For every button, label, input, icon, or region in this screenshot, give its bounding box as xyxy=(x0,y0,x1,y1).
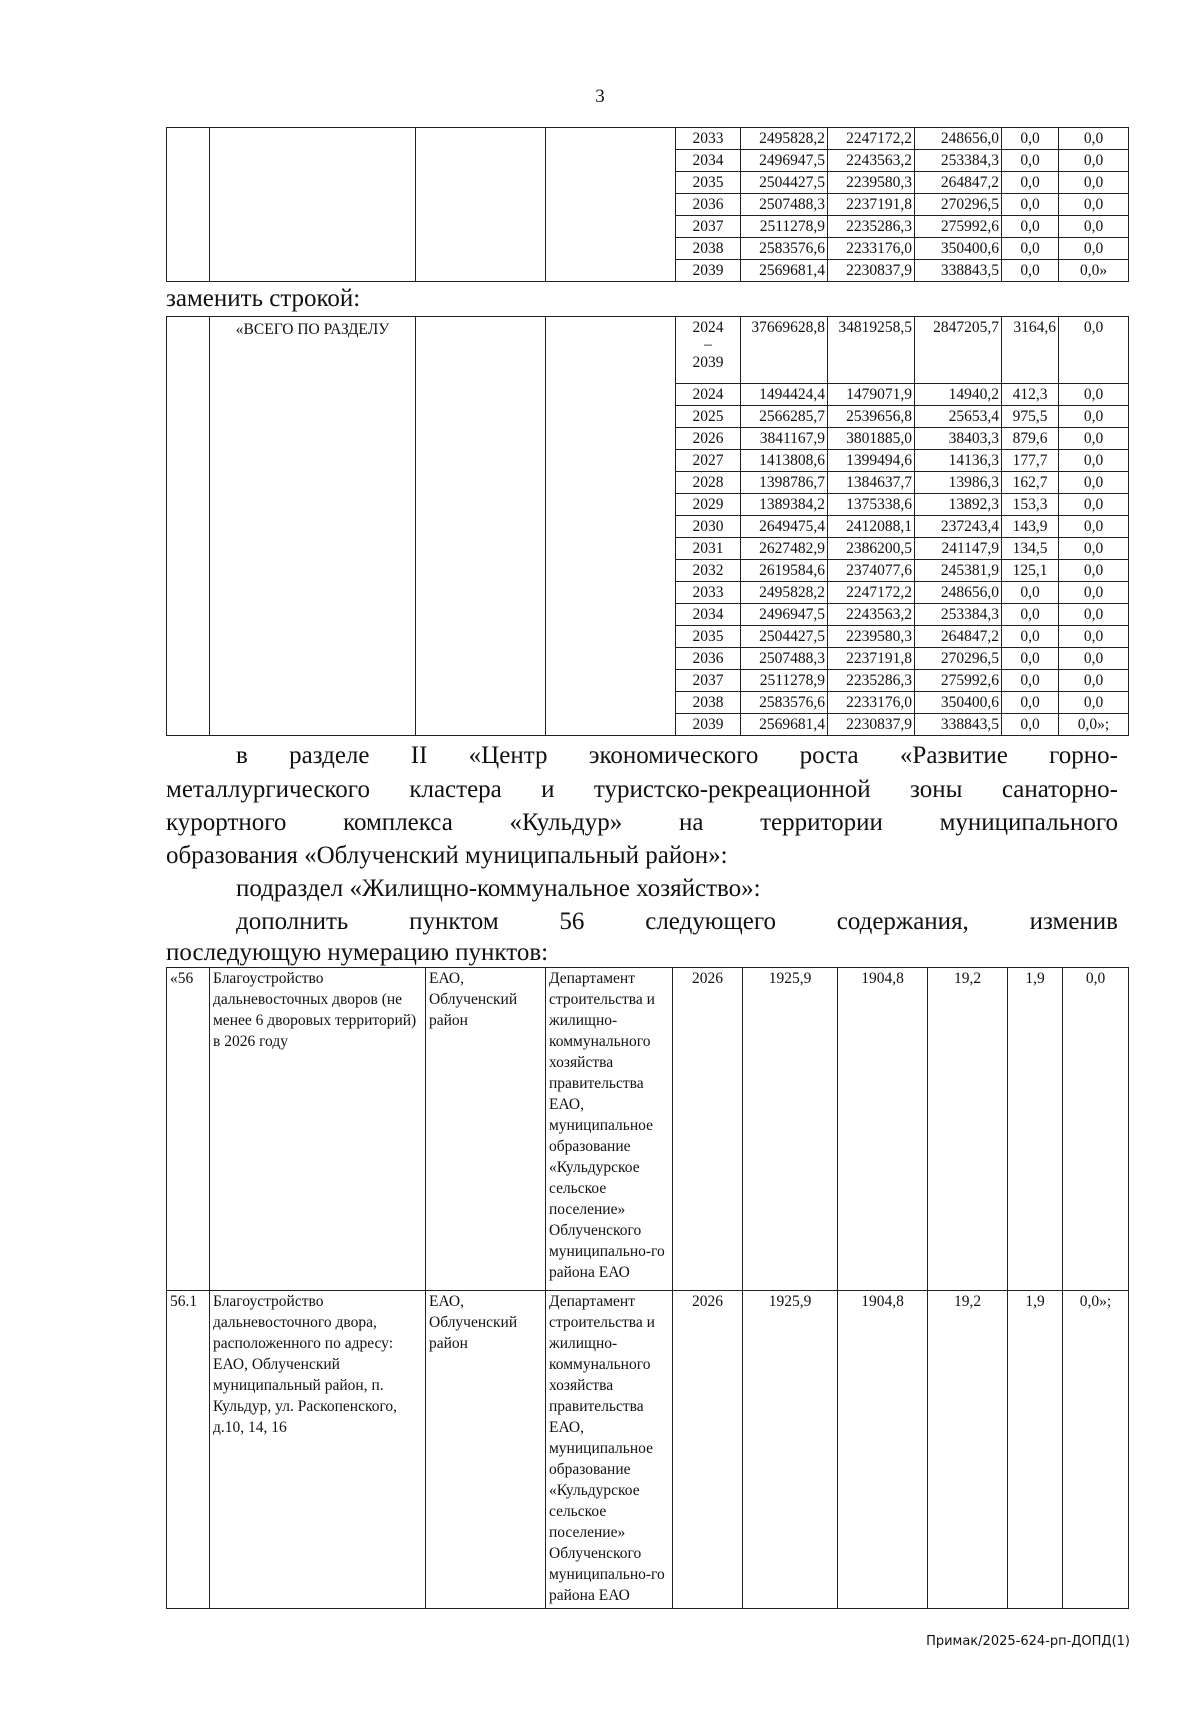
value-cell: 0,0 xyxy=(1002,692,1059,714)
value-cell: 2247172,2 xyxy=(828,582,915,604)
value-cell: 270296,5 xyxy=(915,194,1002,216)
value-cell: 2507488,3 xyxy=(741,648,828,670)
value-cell: 2619584,6 xyxy=(741,560,828,582)
year-cell: 2037 xyxy=(676,670,741,692)
value-cell: 253384,3 xyxy=(915,604,1002,626)
text-line-6: последующую нумерацию пунктов: xyxy=(166,939,549,966)
year-cell: 2029 xyxy=(676,494,741,516)
value-cell: 0,0 xyxy=(1059,450,1129,472)
value-cell: 1389384,2 xyxy=(741,494,828,516)
value-cell: 162,7 xyxy=(1002,472,1059,494)
point-federal: 1904,8 xyxy=(838,1291,928,1609)
point-regional: 19,2 xyxy=(928,968,1008,1291)
value-cell: 3801885,0 xyxy=(828,428,915,450)
value-cell: 25653,4 xyxy=(915,406,1002,428)
year-cell: 2031 xyxy=(676,538,741,560)
total-year-dash: – xyxy=(704,336,712,353)
value-cell: 0,0 xyxy=(1059,604,1129,626)
value-cell: 2235286,3 xyxy=(828,216,915,238)
value-cell: 0,0 xyxy=(1059,472,1129,494)
value-cell: 177,7 xyxy=(1002,450,1059,472)
year-cell: 2034 xyxy=(676,150,741,172)
year-cell: 2027 xyxy=(676,450,741,472)
value-cell: 248656,0 xyxy=(915,128,1002,150)
value-cell: 2504427,5 xyxy=(741,626,828,648)
value-cell: 2511278,9 xyxy=(741,670,828,692)
document-footer: Примак/2025-624-рп-ДОПД(1) xyxy=(926,1634,1130,1649)
value-cell: 0,0 xyxy=(1002,626,1059,648)
empty-cell xyxy=(546,317,676,736)
value-cell: 0,0 xyxy=(1002,714,1059,736)
value-cell: 879,6 xyxy=(1002,428,1059,450)
value-cell: 2412088,1 xyxy=(828,516,915,538)
value-cell: 2583576,6 xyxy=(741,692,828,714)
value-cell: 2583576,6 xyxy=(741,238,828,260)
text-line-3: курортного комплекса «Кульдур» на территории муниципального xyxy=(166,809,1118,836)
point-number: 56.1 xyxy=(167,1291,210,1609)
value-cell: 143,9 xyxy=(1002,516,1059,538)
value-cell: 2496947,5 xyxy=(741,604,828,626)
table-point-56 xyxy=(166,967,1129,1609)
value-cell: 0,0 xyxy=(1059,648,1129,670)
value-cell: 38403,3 xyxy=(915,428,1002,450)
value-cell: 241147,9 xyxy=(915,538,1002,560)
table-row xyxy=(167,128,1129,150)
total-value: 34819258,5 xyxy=(828,317,915,384)
point-row xyxy=(167,968,1129,1291)
value-cell: 0,0»; xyxy=(1059,714,1129,736)
empty-cell xyxy=(546,128,676,282)
value-cell: 0,0 xyxy=(1059,516,1129,538)
subsection-title: подраздел «Жилищно-коммунальное хозяйство»: xyxy=(236,875,761,902)
value-cell: 0,0 xyxy=(1059,582,1129,604)
value-cell: 275992,6 xyxy=(915,670,1002,692)
value-cell: 0,0 xyxy=(1059,560,1129,582)
point-regional: 19,2 xyxy=(928,1291,1008,1609)
value-cell: 0,0 xyxy=(1002,670,1059,692)
year-cell: 2036 xyxy=(676,194,741,216)
point-place: ЕАО, Облученский район xyxy=(426,1291,546,1609)
value-cell: 2569681,4 xyxy=(741,714,828,736)
value-cell: 13892,3 xyxy=(915,494,1002,516)
point-other: 0,0 xyxy=(1063,968,1129,1291)
point-number: «56 xyxy=(167,968,210,1291)
value-cell: 0,0 xyxy=(1059,150,1129,172)
value-cell: 0,0 xyxy=(1059,670,1129,692)
value-cell: 0,0 xyxy=(1002,128,1059,150)
year-cell: 2033 xyxy=(676,582,741,604)
year-cell: 2034 xyxy=(676,604,741,626)
point-total: 1925,9 xyxy=(743,968,838,1291)
value-cell: 0,0 xyxy=(1002,582,1059,604)
section-total-label: «ВСЕГО ПО РАЗДЕЛУ xyxy=(210,317,416,736)
value-cell: 0,0 xyxy=(1059,692,1129,714)
value-cell: 0,0 xyxy=(1002,150,1059,172)
value-cell: 2239580,3 xyxy=(828,172,915,194)
total-value: 0,0 xyxy=(1059,317,1129,384)
value-cell: 2233176,0 xyxy=(828,238,915,260)
year-cell: 2026 xyxy=(676,428,741,450)
value-cell: 2233176,0 xyxy=(828,692,915,714)
year-cell: 2032 xyxy=(676,560,741,582)
value-cell: 2230837,9 xyxy=(828,260,915,282)
value-cell: 2386200,5 xyxy=(828,538,915,560)
year-cell: 2033 xyxy=(676,128,741,150)
value-cell: 275992,6 xyxy=(915,216,1002,238)
empty-cell xyxy=(416,128,546,282)
year-cell: 2025 xyxy=(676,406,741,428)
value-cell: 1384637,7 xyxy=(828,472,915,494)
value-cell: 153,3 xyxy=(1002,494,1059,516)
point-executor: Департамент строительства и жилищно-коммунального хозяйства правительства ЕАО, муниципальное образование «Кульдурское сельское поселение» Облученского муниципально-го района ЕАО xyxy=(546,1291,673,1609)
point-other: 0,0»; xyxy=(1063,1291,1129,1609)
value-cell: 0,0 xyxy=(1002,238,1059,260)
empty-cell xyxy=(167,128,210,282)
year-cell: 2030 xyxy=(676,516,741,538)
year-cell: 2035 xyxy=(676,172,741,194)
empty-cell xyxy=(416,317,546,736)
value-cell: 0,0 xyxy=(1002,172,1059,194)
value-cell: 0,0» xyxy=(1059,260,1129,282)
table-top-continuation xyxy=(166,127,1129,282)
value-cell: 264847,2 xyxy=(915,626,1002,648)
value-cell: 1375338,6 xyxy=(828,494,915,516)
value-cell: 264847,2 xyxy=(915,172,1002,194)
value-cell: 0,0 xyxy=(1059,494,1129,516)
value-cell: 0,0 xyxy=(1059,428,1129,450)
year-cell: 2039 xyxy=(676,714,741,736)
point-row xyxy=(167,1291,1129,1609)
value-cell: 248656,0 xyxy=(915,582,1002,604)
value-cell: 412,3 xyxy=(1002,384,1059,406)
value-cell: 2507488,3 xyxy=(741,194,828,216)
text-line-2: металлургического кластера и туристско-рекреационной зоны санаторно- xyxy=(166,776,1118,803)
value-cell: 0,0 xyxy=(1059,384,1129,406)
value-cell: 2504427,5 xyxy=(741,172,828,194)
point-name: Благоустройство дальневосточного двора, расположенного по адресу: ЕАО, Облученский муниципальный район, п. Кульдур, ул. Раскопенского, д.10, 14, 16 xyxy=(210,1291,426,1609)
value-cell: 2243563,2 xyxy=(828,604,915,626)
total-value: 3164,6 xyxy=(1002,317,1059,384)
value-cell: 14940,2 xyxy=(915,384,1002,406)
year-cell: 2038 xyxy=(676,692,741,714)
value-cell: 1479071,9 xyxy=(828,384,915,406)
point-local: 1,9 xyxy=(1008,968,1063,1291)
total-value: 37669628,8 xyxy=(741,317,828,384)
value-cell: 975,5 xyxy=(1002,406,1059,428)
value-cell: 2566285,7 xyxy=(741,406,828,428)
value-cell: 125,1 xyxy=(1002,560,1059,582)
total-row xyxy=(167,317,1129,384)
year-cell: 2038 xyxy=(676,238,741,260)
value-cell: 2511278,9 xyxy=(741,216,828,238)
value-cell: 2495828,2 xyxy=(741,582,828,604)
value-cell: 1399494,6 xyxy=(828,450,915,472)
table-section-total xyxy=(166,316,1129,736)
value-cell: 0,0 xyxy=(1002,216,1059,238)
value-cell: 2569681,4 xyxy=(741,260,828,282)
text-line-4: образования «Облученский муниципальный район»: xyxy=(166,842,728,869)
point-name: Благоустройство дальневосточных дворов (не менее 6 дворовых территорий) в 2026 году xyxy=(210,968,426,1291)
value-cell: 0,0 xyxy=(1059,538,1129,560)
value-cell: 350400,6 xyxy=(915,238,1002,260)
value-cell: 2230837,9 xyxy=(828,714,915,736)
value-cell: 13986,3 xyxy=(915,472,1002,494)
value-cell: 1413808,6 xyxy=(741,450,828,472)
value-cell: 2237191,8 xyxy=(828,648,915,670)
value-cell: 1398786,7 xyxy=(741,472,828,494)
value-cell: 237243,4 xyxy=(915,516,1002,538)
empty-cell xyxy=(210,128,416,282)
value-cell: 2539656,8 xyxy=(828,406,915,428)
point-federal: 1904,8 xyxy=(838,968,928,1291)
value-cell: 2239580,3 xyxy=(828,626,915,648)
value-cell: 2649475,4 xyxy=(741,516,828,538)
point-year: 2026 xyxy=(673,1291,743,1609)
value-cell: 134,5 xyxy=(1002,538,1059,560)
replace-heading: заменить строкой: xyxy=(166,285,361,312)
year-cell: 2039 xyxy=(676,260,741,282)
value-cell: 14136,3 xyxy=(915,450,1002,472)
value-cell: 245381,9 xyxy=(915,560,1002,582)
value-cell: 0,0 xyxy=(1002,604,1059,626)
value-cell: 0,0 xyxy=(1059,194,1129,216)
value-cell: 0,0 xyxy=(1059,238,1129,260)
point-executor: Департамент строительства и жилищно-коммунального хозяйства правительства ЕАО, муниципальное образование «Кульдурское сельское поселение» Облученского муниципально-го района ЕАО xyxy=(546,968,673,1291)
value-cell: 2495828,2 xyxy=(741,128,828,150)
value-cell: 0,0 xyxy=(1059,626,1129,648)
value-cell: 0,0 xyxy=(1059,172,1129,194)
value-cell: 0,0 xyxy=(1059,128,1129,150)
value-cell: 2374077,6 xyxy=(828,560,915,582)
year-cell: 2036 xyxy=(676,648,741,670)
value-cell: 0,0 xyxy=(1002,194,1059,216)
value-cell: 350400,6 xyxy=(915,692,1002,714)
value-cell: 2627482,9 xyxy=(741,538,828,560)
value-cell: 0,0 xyxy=(1059,216,1129,238)
point-place: ЕАО, Облученский район xyxy=(426,968,546,1291)
value-cell: 0,0 xyxy=(1002,648,1059,670)
total-year-range xyxy=(676,317,741,384)
value-cell: 253384,3 xyxy=(915,150,1002,172)
total-year-from: 2024 xyxy=(692,319,724,336)
value-cell: 2247172,2 xyxy=(828,128,915,150)
value-cell: 1494424,4 xyxy=(741,384,828,406)
point-year: 2026 xyxy=(673,968,743,1291)
value-cell: 2237191,8 xyxy=(828,194,915,216)
text-line-1: в разделе II «Центр экономического роста «Развитие горно- xyxy=(236,742,1118,769)
value-cell: 270296,5 xyxy=(915,648,1002,670)
page-number: 3 xyxy=(595,86,605,107)
year-cell: 2035 xyxy=(676,626,741,648)
value-cell: 2235286,3 xyxy=(828,670,915,692)
text-line-5: дополнить пунктом 56 следующего содержания, изменив xyxy=(236,908,1118,935)
value-cell: 2496947,5 xyxy=(741,150,828,172)
total-year-to: 2039 xyxy=(692,354,724,371)
value-cell: 338843,5 xyxy=(915,714,1002,736)
value-cell: 2243563,2 xyxy=(828,150,915,172)
total-value: 2847205,7 xyxy=(915,317,1002,384)
value-cell: 3841167,9 xyxy=(741,428,828,450)
empty-cell xyxy=(167,317,210,736)
year-cell: 2037 xyxy=(676,216,741,238)
value-cell: 0,0 xyxy=(1002,260,1059,282)
year-cell: 2028 xyxy=(676,472,741,494)
point-total: 1925,9 xyxy=(743,1291,838,1609)
year-cell: 2024 xyxy=(676,384,741,406)
value-cell: 338843,5 xyxy=(915,260,1002,282)
point-local: 1,9 xyxy=(1008,1291,1063,1609)
value-cell: 0,0 xyxy=(1059,406,1129,428)
